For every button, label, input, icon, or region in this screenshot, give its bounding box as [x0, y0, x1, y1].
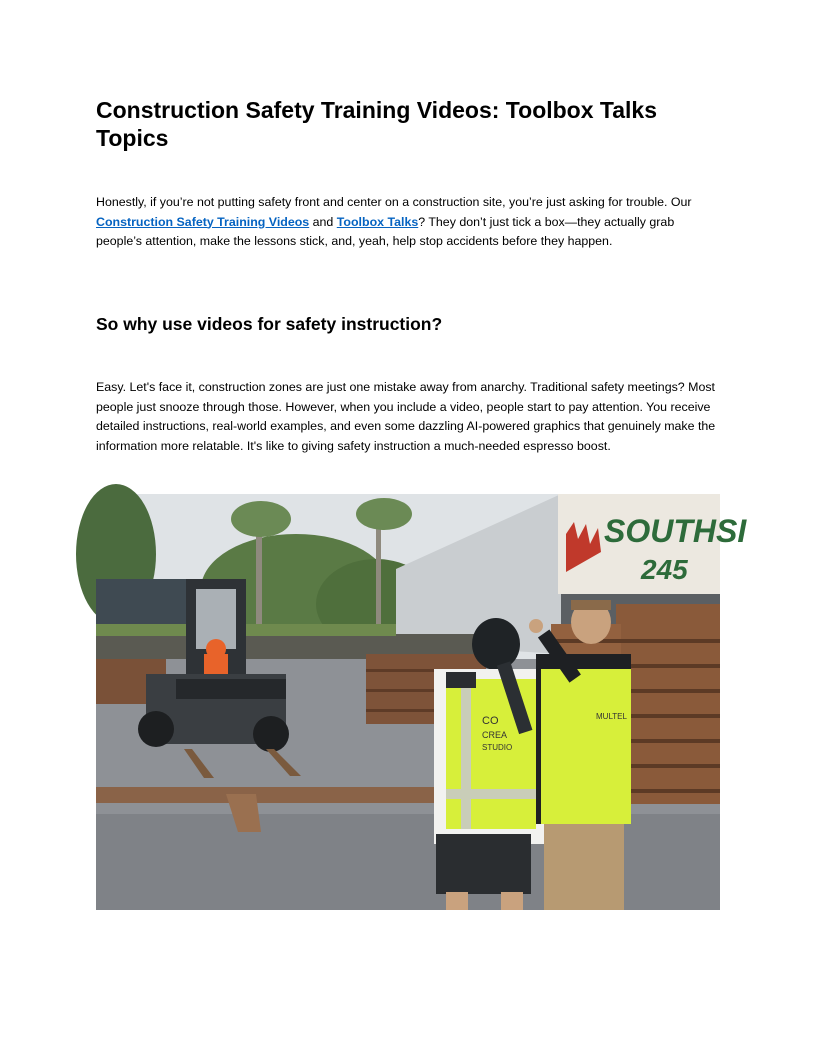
vest-reflective-strip	[461, 679, 471, 829]
vest-print-line1: CO	[482, 715, 499, 727]
person-hair	[472, 618, 520, 670]
timber-beam	[96, 787, 446, 803]
vest-logo-text: MULTEL	[596, 712, 627, 721]
forklift-carriage	[176, 679, 286, 699]
vest-print-line3: STUDIO	[482, 743, 513, 752]
person-hair	[571, 600, 611, 610]
pallet-stack	[616, 604, 720, 804]
person-shorts	[436, 834, 531, 894]
hi-vis-vest	[541, 669, 631, 824]
sign-text-line1: SOUTHSI	[604, 513, 747, 549]
vest-reflective-strip	[446, 789, 536, 799]
raised-hand	[529, 619, 543, 633]
construction-safety-videos-link[interactable]: Construction Safety Training Videos	[96, 214, 310, 229]
page-title: Construction Safety Training Videos: Toolbox Talks Topics	[96, 97, 658, 151]
camera	[446, 672, 476, 688]
person-pants	[544, 824, 624, 910]
toolbox-talks-link[interactable]: Toolbox Talks	[336, 214, 419, 229]
construction-site-photo	[96, 494, 747, 910]
intro-paragraph	[96, 193, 720, 252]
tree	[231, 501, 291, 537]
intro-text-between: and	[309, 214, 337, 229]
intro-text-end: ? They don’t just tick a box—they actually grab people’s attention, make the lessons stick, and, yeah, help stop accidents before they happen.	[96, 214, 675, 248]
section-heading: So why use videos for safety instruction?	[96, 314, 443, 334]
forklift-wheel	[138, 711, 174, 747]
forklift-wheel	[253, 716, 289, 752]
vest-print-line2: CREA	[482, 730, 508, 740]
ground-foreground	[96, 814, 720, 910]
sign-text-line2: 245	[641, 554, 688, 585]
forklift-operator-vest	[204, 654, 228, 676]
person-leg	[501, 892, 523, 910]
tree	[356, 498, 412, 530]
section-paragraph: Easy. Let's face it, construction zones are just one mistake away from anarchy. Traditional safety meetings? Most people just snooze through those. However, when you include a video, people start to pay attention. You receive detailed instructions, real-world examples, and even some dazzling AI-powered graphics that genuinely make the information more relatable. It's like to giving safety instruction a much-needed espresso boost.	[96, 380, 716, 453]
tree-trunk	[376, 524, 381, 634]
person-leg	[446, 892, 468, 910]
photo-illustration	[96, 494, 747, 910]
intro-text-start: Honestly, if you’re not putting safety front and center on a construction site, you’re just asking for trouble. Our	[96, 195, 692, 209]
